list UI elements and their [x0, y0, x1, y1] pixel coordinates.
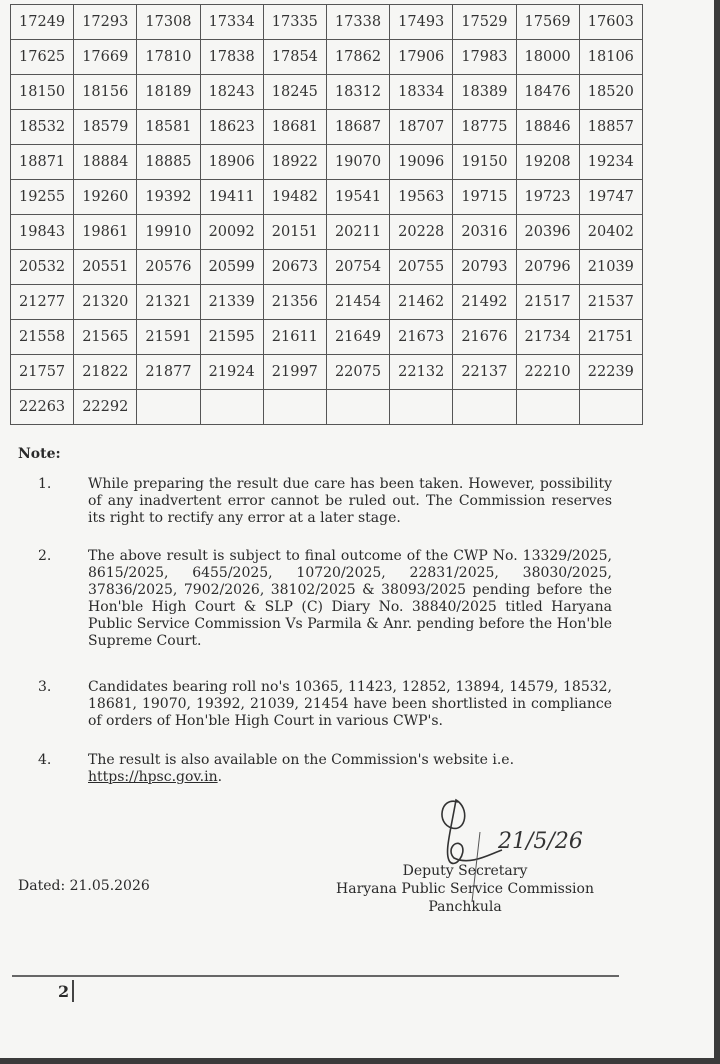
roll-number-cell: 18885: [137, 145, 200, 180]
roll-number-cell: 21565: [74, 320, 137, 355]
note-text: While preparing the result due care has been taken. However, possibility of any inadvertent error cannot be ruled out. The Commission reserves its right to rectify any error at a later stage.: [88, 476, 612, 526]
hpsc-website-link[interactable]: https://hpsc.gov.in: [88, 769, 218, 785]
roll-number-cell: 17906: [390, 40, 453, 75]
roll-number-cell: 20211: [326, 215, 389, 250]
roll-number-cell: 21595: [200, 320, 263, 355]
roll-number-cell: 20576: [137, 250, 200, 285]
roll-number-cell: 18106: [579, 40, 642, 75]
roll-number-cell: 21757: [11, 355, 74, 390]
table-row: [11, 320, 643, 355]
place: Panchkula: [428, 899, 502, 915]
roll-number-cell: 18687: [326, 110, 389, 145]
roll-number-cell: 20796: [516, 250, 579, 285]
table-row: [11, 250, 643, 285]
roll-number-cell: [263, 390, 326, 425]
roll-number-cell: 19723: [516, 180, 579, 215]
roll-number-cell: 19563: [390, 180, 453, 215]
roll-number-cell: 21339: [200, 285, 263, 320]
roll-number-cell: 21877: [137, 355, 200, 390]
roll-number-cell: 20092: [200, 215, 263, 250]
roll-number-cell: 18476: [516, 75, 579, 110]
roll-number-cell: 21558: [11, 320, 74, 355]
note-number: 3.: [38, 679, 52, 695]
roll-number-cell: 20402: [579, 215, 642, 250]
roll-number-cell: 21734: [516, 320, 579, 355]
roll-number-cell: 22263: [11, 390, 74, 425]
roll-number-cell: 20793: [453, 250, 516, 285]
roll-number-cell: 21039: [579, 250, 642, 285]
roll-number-cell: 20754: [326, 250, 389, 285]
roll-number-cell: 19843: [11, 215, 74, 250]
roll-number-cell: 18532: [11, 110, 74, 145]
roll-number-cell: 18707: [390, 110, 453, 145]
roll-number-cell: 18581: [137, 110, 200, 145]
roll-number-cell: 17308: [137, 5, 200, 40]
table-row: [11, 285, 643, 320]
roll-number-cell: 17854: [263, 40, 326, 75]
page-number: 2: [58, 982, 70, 1001]
note-number: 2.: [38, 548, 52, 564]
roll-number-cell: 18334: [390, 75, 453, 110]
roll-number-cell: [390, 390, 453, 425]
roll-number-cell: 21649: [326, 320, 389, 355]
roll-number-cell: 18623: [200, 110, 263, 145]
roll-number-cell: 17569: [516, 5, 579, 40]
table-row: [11, 180, 643, 215]
roll-number-cell: 17334: [200, 5, 263, 40]
roll-number-cell: 21492: [453, 285, 516, 320]
roll-number-cell: 21454: [326, 285, 389, 320]
table-row: [11, 110, 643, 145]
roll-number-cell: 18681: [263, 110, 326, 145]
table-row: [11, 5, 643, 40]
roll-number-cell: 19715: [453, 180, 516, 215]
page-number-bar: [72, 980, 74, 1002]
roll-number-cell: 22075: [326, 355, 389, 390]
roll-number-cell: 22292: [74, 390, 137, 425]
roll-number-cell: 20396: [516, 215, 579, 250]
roll-number-cell: 22132: [390, 355, 453, 390]
roll-number-cell: 18846: [516, 110, 579, 145]
roll-number-cell: [137, 390, 200, 425]
roll-number-cell: 21591: [137, 320, 200, 355]
roll-number-cell: 21611: [263, 320, 326, 355]
signature-block: [300, 862, 630, 916]
roll-number-cell: 21517: [516, 285, 579, 320]
roll-number-cell: 18922: [263, 145, 326, 180]
roll-number-cell: 20532: [11, 250, 74, 285]
roll-number-cell: 19392: [137, 180, 200, 215]
roll-number-cell: 17603: [579, 5, 642, 40]
roll-number-cell: 17335: [263, 5, 326, 40]
table-row: [11, 145, 643, 180]
roll-number-cell: 17338: [326, 5, 389, 40]
roll-number-cell: [516, 390, 579, 425]
roll-number-cell: 18579: [74, 110, 137, 145]
roll-number-cell: 18156: [74, 75, 137, 110]
roll-number-cell: 18312: [326, 75, 389, 110]
roll-number-cell: 19260: [74, 180, 137, 215]
roll-number-cell: 19910: [137, 215, 200, 250]
footer-rule: [12, 975, 619, 977]
roll-number-cell: 19234: [579, 145, 642, 180]
roll-number-cell: 21462: [390, 285, 453, 320]
roll-number-cell: 20755: [390, 250, 453, 285]
roll-number-cell: 20228: [390, 215, 453, 250]
note-heading: Note:: [18, 446, 61, 462]
roll-number-cell: 17810: [137, 40, 200, 75]
roll-number-cell: 18857: [579, 110, 642, 145]
roll-number-cell: 20316: [453, 215, 516, 250]
roll-number-cell: 21751: [579, 320, 642, 355]
roll-number-cell: 21673: [390, 320, 453, 355]
note-text-after: .: [217, 769, 223, 785]
roll-number-cell: 17293: [74, 5, 137, 40]
roll-number-cell: 19541: [326, 180, 389, 215]
roll-number-cell: 20599: [200, 250, 263, 285]
roll-number-cell: 19411: [200, 180, 263, 215]
note-text-before: The result is also available on the Commission's website i.e.: [88, 752, 515, 768]
roll-number-cell: 18150: [11, 75, 74, 110]
roll-number-cell: 19096: [390, 145, 453, 180]
roll-number-cell: 21822: [74, 355, 137, 390]
roll-number-cell: 17669: [74, 40, 137, 75]
roll-number-cell: 17529: [453, 5, 516, 40]
roll-number-cell: 19255: [11, 180, 74, 215]
roll-number-cell: 19208: [516, 145, 579, 180]
roll-number-cell: 19482: [263, 180, 326, 215]
roll-number-cell: 20551: [74, 250, 137, 285]
roll-number-cell: 17625: [11, 40, 74, 75]
roll-number-cell: 17838: [200, 40, 263, 75]
roll-number-cell: 17493: [390, 5, 453, 40]
roll-number-cell: 21924: [200, 355, 263, 390]
roll-number-cell: 17249: [11, 5, 74, 40]
roll-number-cell: 18189: [137, 75, 200, 110]
note-text: The above result is subject to final outcome of the CWP No. 13329/2025, 8615/2025, 6455/2025, 10720/2025, 22831/2025, 38030/2025, 37836/2025, 7902/2026, 38102/2025 & 38093/2025 pending before the Hon'ble High Court & SLP (C) Diary No. 38840/2025 titled Haryana Public Service Commission Vs Parmila & Anr. pending before the Hon'ble Supreme Court.: [88, 548, 612, 649]
table-row: [11, 40, 643, 75]
roll-number-cell: 21320: [74, 285, 137, 320]
roll-number-cell: [579, 390, 642, 425]
roll-number-table: [10, 4, 643, 425]
roll-number-cell: 18906: [200, 145, 263, 180]
roll-number-cell: 21997: [263, 355, 326, 390]
roll-number-cell: 18884: [74, 145, 137, 180]
note-text: Candidates bearing roll no's 10365, 11423, 12852, 13894, 14579, 18532, 18681, 19070, 19392, 21039, 21454 have been shortlisted in compliance of orders of Hon'ble High Court in various CWP's.: [88, 679, 612, 729]
roll-number-cell: 22239: [579, 355, 642, 390]
roll-number-cell: 21277: [11, 285, 74, 320]
roll-number-cell: [326, 390, 389, 425]
roll-number-cell: 20673: [263, 250, 326, 285]
dated-line: Dated: 21.05.2026: [18, 878, 150, 894]
roll-number-cell: 17862: [326, 40, 389, 75]
roll-number-cell: 21537: [579, 285, 642, 320]
roll-number-cell: 21321: [137, 285, 200, 320]
roll-number-cell: 17983: [453, 40, 516, 75]
roll-number-cell: 19861: [74, 215, 137, 250]
roll-number-cell: 18245: [263, 75, 326, 110]
page-bottom-shadow: [0, 1058, 720, 1064]
note-number: 1.: [38, 476, 52, 492]
roll-number-cell: 18389: [453, 75, 516, 110]
roll-number-cell: 21356: [263, 285, 326, 320]
table-row: [11, 215, 643, 250]
roll-number-cell: 18871: [11, 145, 74, 180]
roll-number-cell: 19150: [453, 145, 516, 180]
signature-date: 21/5/26: [498, 829, 583, 854]
roll-number-cell: 18520: [579, 75, 642, 110]
roll-number-cell: [453, 390, 516, 425]
roll-number-cell: 22137: [453, 355, 516, 390]
roll-number-cell: 18000: [516, 40, 579, 75]
table-row: [11, 390, 643, 425]
roll-number-cell: 19747: [579, 180, 642, 215]
note-number: 4.: [38, 752, 52, 768]
organisation: Haryana Public Service Commission: [336, 881, 594, 897]
table-row: [11, 355, 643, 390]
page-edge-shadow: [714, 0, 720, 1064]
note-text: [88, 752, 612, 786]
roll-number-cell: 18243: [200, 75, 263, 110]
roll-number-cell: 19070: [326, 145, 389, 180]
roll-number-cell: 20151: [263, 215, 326, 250]
table-row: [11, 75, 643, 110]
roll-number-cell: 18775: [453, 110, 516, 145]
roll-number-cell: 22210: [516, 355, 579, 390]
designation: Deputy Secretary: [402, 863, 528, 879]
roll-number-cell: 21676: [453, 320, 516, 355]
roll-number-cell: [200, 390, 263, 425]
